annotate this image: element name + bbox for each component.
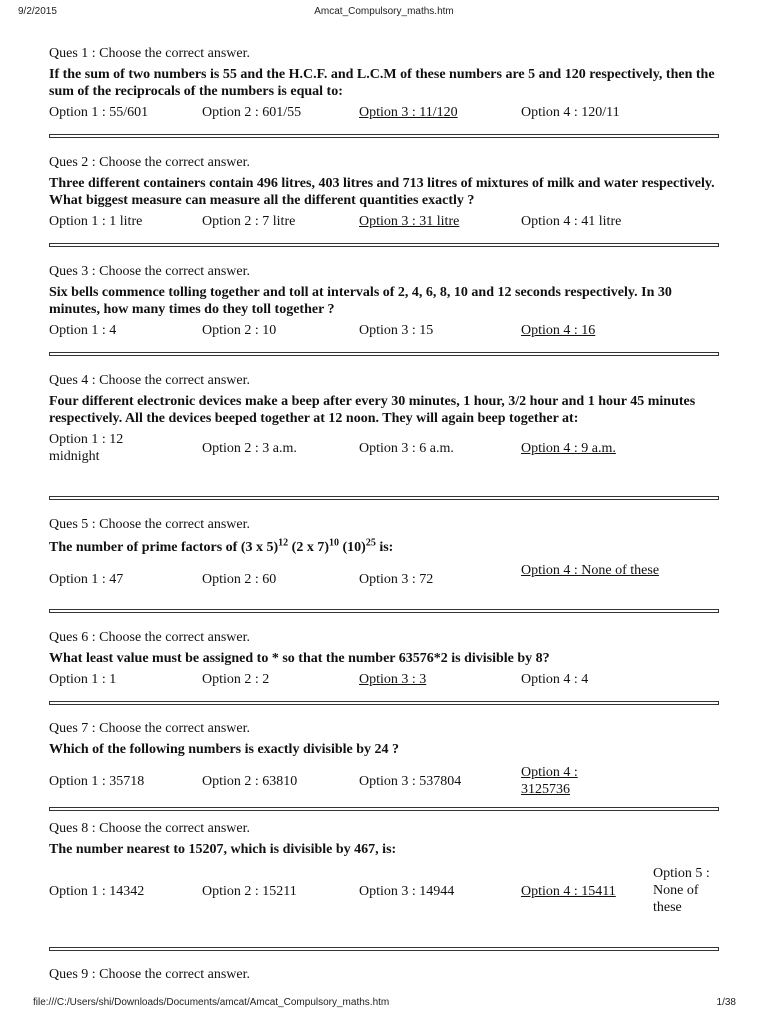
- options-row: [49, 104, 721, 124]
- option-3[interactable]: Option 3 : 14944: [359, 884, 455, 899]
- option-2[interactable]: Option 2 : 10: [202, 323, 277, 338]
- question-text: If the sum of two numbers is 55 and the H.C.F. and L.C.M of these numbers are 5 and 120 respectively, then the sum of the reciprocals of the numbers is equal to:: [49, 67, 715, 99]
- option-1[interactable]: Option 1 : 12 midnight: [49, 432, 124, 464]
- option-2[interactable]: Option 2 : 3 a.m.: [202, 441, 297, 456]
- separator: [49, 243, 719, 247]
- option-3[interactable]: Option 3 : 15: [359, 323, 434, 338]
- question-text: The number of prime factors of (3 x 5)$^{12}$ (2 x 7)$^{10}$ $(10)^{25}$ is:: [49, 537, 394, 555]
- question-text: Which of the following numbers is exactly divisible by 24 ?: [49, 742, 400, 757]
- options-row: [49, 562, 721, 600]
- options-row: [49, 764, 721, 802]
- option-5[interactable]: Option 5 : None of these: [653, 866, 710, 915]
- option-3[interactable]: Option 3 : 6 a.m.: [359, 441, 454, 456]
- print-footer-path: file:///C:/Users/shi/Downloads/Documents/amcat/Amcat_Compulsory_maths.htm: [33, 997, 390, 1008]
- option-3-correct[interactable]: Option 3 : 31 litre: [359, 214, 460, 229]
- options-row: [49, 865, 721, 921]
- option-1[interactable]: Option 1 : 35718: [49, 774, 145, 789]
- options-row: [49, 671, 721, 691]
- page-number: 1/38: [716, 997, 736, 1008]
- question-heading: Ques 2 : Choose the correct answer.: [49, 155, 250, 170]
- question-text: Four different electronic devices make a beep after every 30 minutes, 1 hour, 3/2 hour and 1 hour 45 minutes respectively. All the devices beeped together at 12 noon. They will again beep together at:: [49, 394, 696, 426]
- option-2[interactable]: Option 2 : 60: [202, 572, 277, 587]
- question-heading: Ques 6 : Choose the correct answer.: [49, 630, 250, 645]
- question-heading: Ques 7 : Choose the correct answer.: [49, 721, 250, 736]
- option-1[interactable]: Option 1 : 1: [49, 672, 117, 687]
- option-1[interactable]: Option 1 : 1 litre: [49, 214, 143, 229]
- option-2[interactable]: Option 2 : 7 litre: [202, 214, 296, 229]
- option-3-correct[interactable]: Option 3 : 3: [359, 672, 427, 687]
- question-heading: Ques 3 : Choose the correct answer.: [49, 264, 250, 279]
- separator: [49, 352, 719, 356]
- question-heading: Ques 5 : Choose the correct answer.: [49, 517, 250, 532]
- question-text: What least value must be assigned to * so that the number 63576*2 is divisible by 8?: [49, 651, 550, 666]
- question-6: [49, 630, 721, 691]
- question-text: The number nearest to 15207, which is divisible by 467, is:: [49, 842, 397, 857]
- option-4-correct[interactable]: Option 4 : 16: [521, 323, 596, 338]
- option-4[interactable]: Option 4 : 4: [521, 672, 589, 687]
- question-1: [49, 46, 721, 124]
- print-title: Amcat_Compulsory_maths.htm: [314, 6, 454, 17]
- option-4-correct[interactable]: Option 4 : 15411: [521, 884, 616, 899]
- separator: [49, 701, 719, 705]
- options-row: [49, 322, 721, 342]
- question-4: [49, 373, 721, 469]
- question-text: Six bells commence tolling together and toll at intervals of 2, 4, 6, 8, 10 and 12 seconds respectively. In 30 minutes, how many times do they toll together ?: [49, 285, 672, 317]
- print-date: 9/2/2015: [18, 6, 57, 17]
- option-4-correct[interactable]: Option 4 : 3125736: [521, 765, 578, 797]
- question-heading: Ques 1 : Choose the correct answer.: [49, 46, 250, 61]
- question-8: [49, 821, 721, 921]
- separator: [49, 947, 719, 951]
- option-2[interactable]: Option 2 : 63810: [202, 774, 298, 789]
- option-3[interactable]: Option 3 : 537804: [359, 774, 462, 789]
- question-heading: Ques 9 : Choose the correct answer.: [49, 967, 250, 982]
- option-1[interactable]: Option 1 : 47: [49, 572, 124, 587]
- question-heading: Ques 4 : Choose the correct answer.: [49, 373, 250, 388]
- question-text: Three different containers contain 496 litres, 403 litres and 713 litres of mixtures of milk and water respectively. What biggest measure can measure all the different quantities exactly ?: [49, 176, 715, 208]
- options-row: [49, 431, 721, 469]
- separator: [49, 496, 719, 500]
- option-2[interactable]: Option 2 : 601/55: [202, 105, 302, 120]
- option-4[interactable]: Option 4 : 120/11: [521, 105, 620, 120]
- separator: [49, 134, 719, 138]
- option-1[interactable]: Option 1 : 14342: [49, 884, 145, 899]
- option-4-correct[interactable]: Option 4 : 9 a.m.: [521, 441, 616, 456]
- option-2[interactable]: Option 2 : 2: [202, 672, 270, 687]
- question-heading: Ques 8 : Choose the correct answer.: [49, 821, 250, 836]
- question-7: [49, 721, 721, 802]
- question-2: [49, 155, 721, 233]
- option-3-correct[interactable]: Option 3 : 11/120: [359, 105, 458, 120]
- option-4[interactable]: Option 4 : 41 litre: [521, 214, 622, 229]
- option-2[interactable]: Option 2 : 15211: [202, 884, 297, 899]
- option-1[interactable]: Option 1 : 55/601: [49, 105, 149, 120]
- option-1[interactable]: Option 1 : 4: [49, 323, 117, 338]
- options-row: [49, 213, 721, 233]
- separator: [49, 807, 719, 811]
- option-4-correct[interactable]: Option 4 : None of these: [521, 563, 660, 578]
- question-9: [49, 967, 721, 983]
- option-3[interactable]: Option 3 : 72: [359, 572, 434, 587]
- separator: [49, 609, 719, 613]
- question-3: [49, 264, 721, 342]
- question-5: [49, 517, 721, 600]
